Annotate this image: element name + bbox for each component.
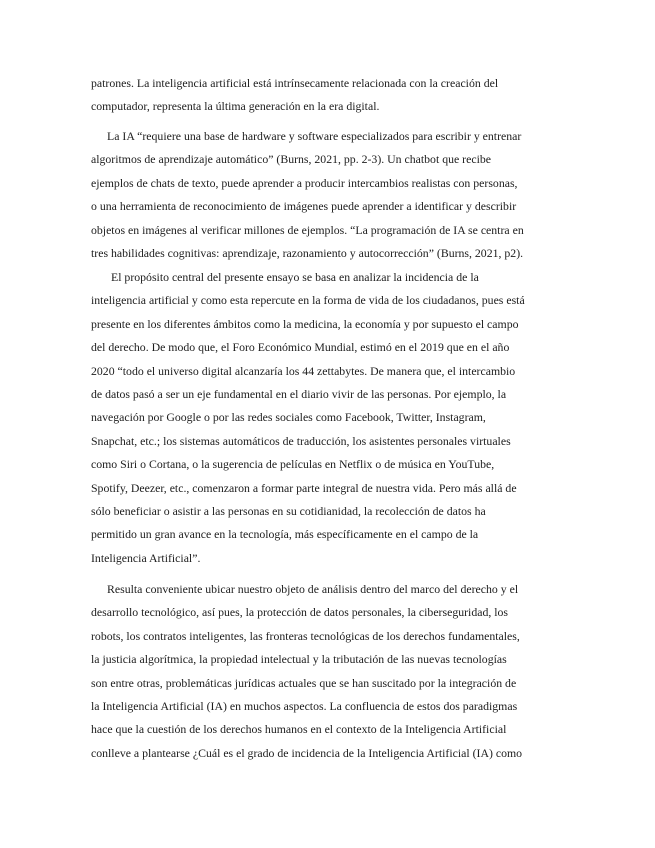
text-line: robots, los contratos inteligentes, las fronteras tecnológicas de los derechos fundamentales, [91,628,520,643]
paragraph-2 [91,125,571,265]
text-line: del derecho. De modo que, el Foro Económico Mundial, estimó en el 2019 que en el año [91,340,510,355]
text-line: El propósito central del presente ensayo se basa en analizar la incidencia de la [111,270,479,284]
text-line: sólo beneficiar o asistir a las personas en su cotidianidad, la recolección de datos ha [91,503,486,518]
paragraph-1 [91,72,571,119]
text-line: Inteligencia Artificial”. [91,550,201,565]
text-line: presente en los diferentes ámbitos como la medicina, la economía y por supuesto el campo [91,316,519,331]
text-line: inteligencia artificial y como esta repercute en la forma de vida de los ciudadanos, pues está [91,293,525,308]
text-line: objetos en imágenes al verificar millones de ejemplos. “La programación de IA se centra en [91,222,524,237]
text-line: tres habilidades cognitivas: aprendizaje, razonamiento y autocorrección” (Burns, 2021, p2). [91,245,524,260]
text-line: computador, representa la última generación en la era digital. [91,99,380,114]
text-line: Spotify, Deezer, etc., comenzaron a formar parte integral de nuestra vida. Pero más allá de [91,480,517,495]
text-line: Resulta conveniente ubicar nuestro objeto de análisis dentro del marco del derecho y el [107,582,519,596]
text-line: hace que la cuestión de los derechos humanos en el contexto de la Inteligencia Artificial [91,722,507,737]
text-line: 2020 “todo el universo digital alcanzaría los 44 zettabytes. De manera que, el intercambio [91,363,516,378]
text-line: ejemplos de chats de texto, puede aprender a producir intercambios realistas con personas, [91,175,518,190]
text-line: son entre otras, problemáticas jurídicas actuales que se han suscitado por la integración de [91,675,517,690]
text-line: La IA “requiere una base de hardware y software especializados para escribir y entrenar [107,129,522,143]
text-line: algoritmos de aprendizaje automático” (Burns, 2021, pp. 2-3). Un chatbot que recibe [91,152,491,167]
paragraph-3 [91,266,571,570]
text-line: patrones. La inteligencia artificial está intrínsecamente relacionada con la creación del [91,76,499,90]
text-line: conlleve a plantearse ¿Cuál es el grado de incidencia de la Inteligencia Artificial (IA) como [91,745,523,760]
text-line: Snapchat, etc.; los sistemas automáticos de traducción, los asistentes personales virtuales [91,433,511,448]
text-line: desarrollo tecnológico, así pues, la protección de datos personales, la ciberseguridad, los [91,605,509,620]
paragraph-4 [91,578,571,765]
text-line: navegación por Google o por las redes sociales como Facebook, Twitter, Instagram, [91,410,486,425]
text-line: permitido un gran avance en la tecnología, más específicamente en el campo de la [91,527,479,542]
text-line: como Siri o Cortana, o la sugerencia de películas en Netflix o de música en YouTube, [91,457,495,472]
text-line: la Inteligencia Artificial (IA) en muchos aspectos. La confluencia de estos dos paradigmas [91,698,518,713]
text-line: de datos pasó a ser un eje fundamental en el diario vivir de las personas. Por ejemplo, la [91,386,507,401]
text-line: o una herramienta de reconocimiento de imágenes puede aprender a identificar y describir [91,199,517,214]
text-line: la justicia algorítmica, la propiedad intelectual y la tributación de las nuevas tecnologías [91,652,507,667]
